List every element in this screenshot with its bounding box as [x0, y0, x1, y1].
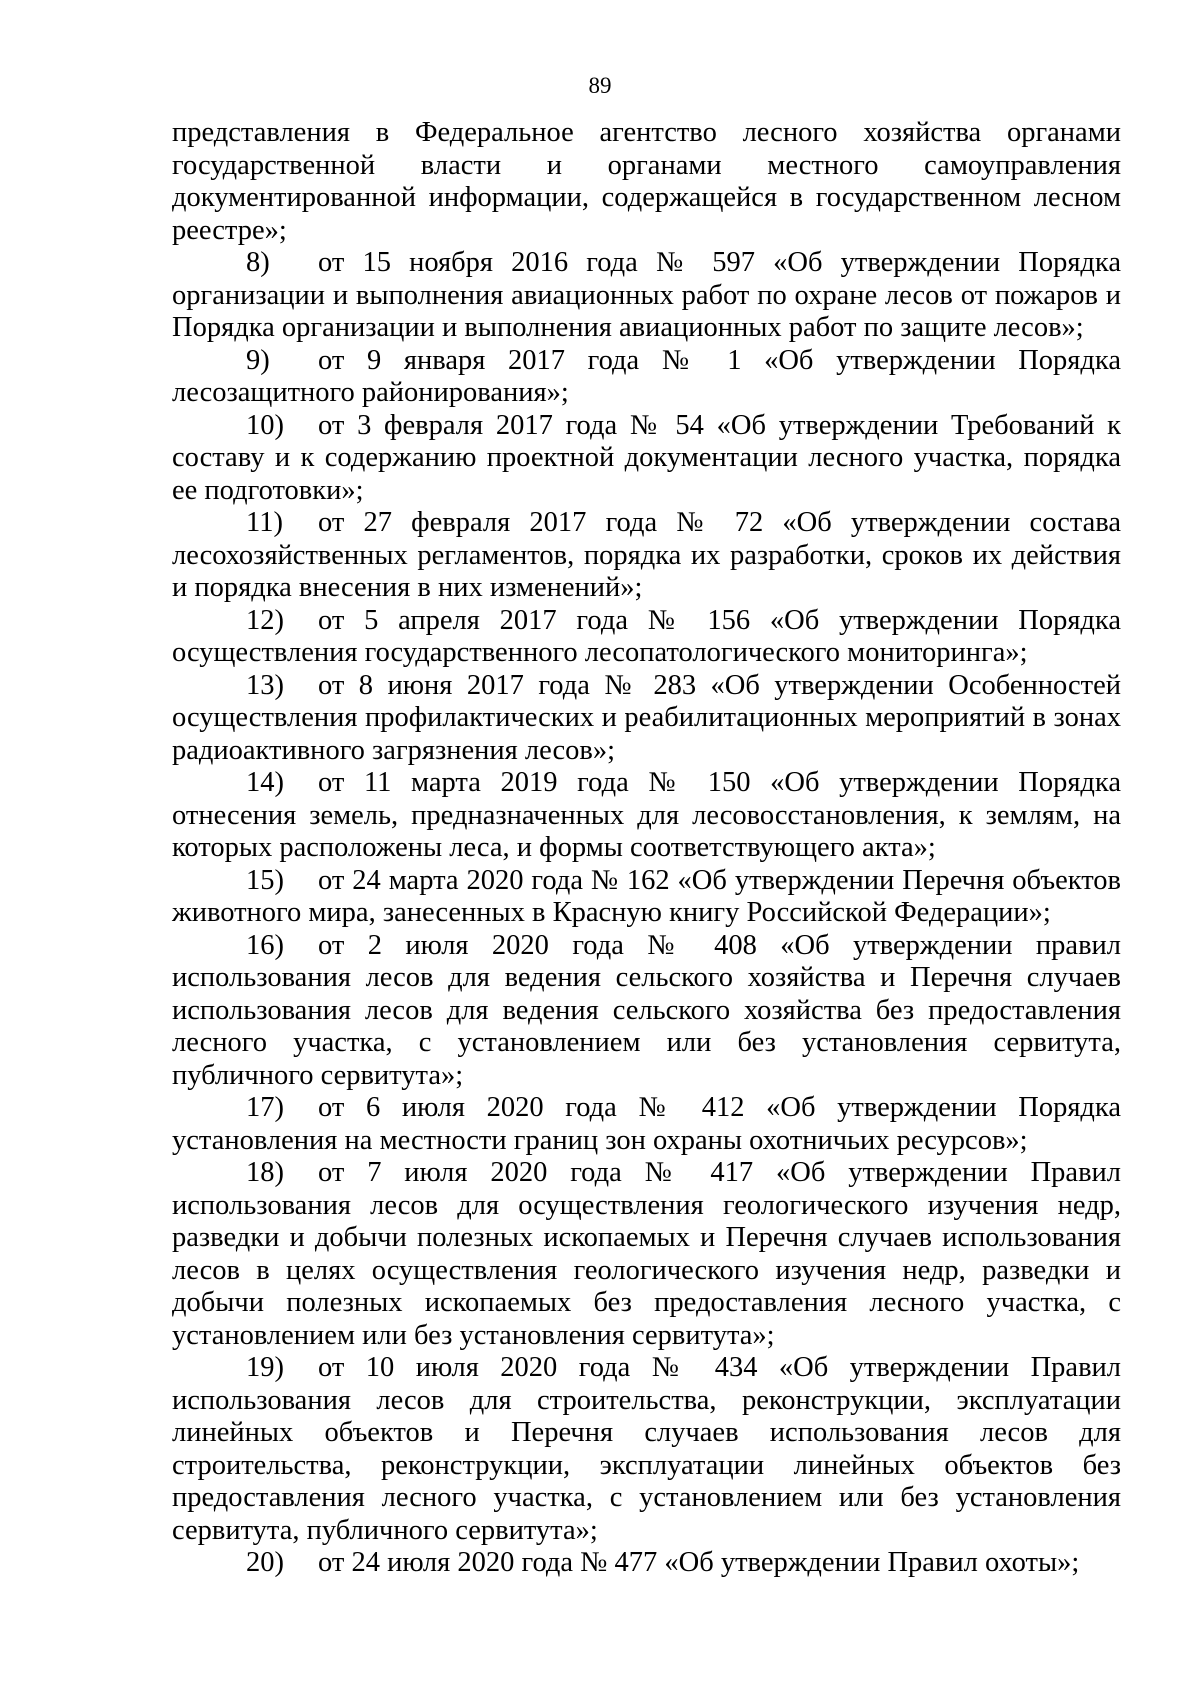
list-item: [172, 1092, 1121, 1157]
item-text: от 10 июля 2020 года № 434 «Об утверждении Правил использования лесов для строительства, реконструкции, эксплуатации линейных объектов и Перечня случаев использования лесов для строительства, реконструкции, эксплуатации линейных объектов без предоставления лесного участка, с установлением или без установления сервитута, публичного сервитута»;: [172, 1352, 1121, 1546]
item-number: 20): [246, 1547, 284, 1578]
item-number: 9): [246, 344, 270, 376]
item-number: 15): [246, 864, 284, 896]
list-item: [172, 1352, 1121, 1547]
item-text: от 7 июля 2020 года № 417 «Об утверждении Правил использования лесов для осуществления геологического изучения недр, разведки и добычи полезных ископаемых и Перечня случаев использования лесов в целях осуществления геологического изучения недр, разведки и добычи полезных ископаемых без предоставления лесного участка, с установлением или без установления сервитута»;: [172, 1157, 1121, 1351]
item-number: 10): [246, 409, 284, 441]
document-body: [172, 117, 1121, 1580]
intro-paragraph: представления в Федеральное агентство лесного хозяйства органами государственной власти и органами местного самоуправления документированной информации, содержащейся в государственном лесном реестре»;: [172, 117, 1121, 246]
item-number: 11): [246, 507, 283, 538]
item-text: от 6 июля 2020 года № 412 «Об утверждении Порядка установления на местности границ зон охраны охотничьих ресурсов»;: [172, 1092, 1121, 1156]
list-item: [172, 1157, 1121, 1352]
item-text: от 27 февраля 2017 года № 72 «Об утверждении состава лесохозяйственных регламентов, порядка их разработки, сроков их действия и порядка внесения в них изменений»;: [172, 507, 1121, 603]
page-number: 89: [588, 73, 612, 98]
item-text: от 8 июня 2017 года № 283 «Об утверждении Особенностей осуществления профилактических и реабилитационных мероприятий в зонах радиоактивного загрязнения лесов»;: [172, 669, 1121, 766]
item-number: 16): [246, 929, 284, 961]
list-item: [172, 767, 1121, 865]
item-number: 12): [246, 604, 284, 636]
item-number: 8): [246, 247, 270, 278]
item-number: 19): [246, 1352, 284, 1383]
item-text: от 3 февраля 2017 года № 54 «Об утверждении Требований к составу и к содержанию проектной документации лесного участка, порядка ее подготовки»;: [172, 409, 1121, 506]
item-text: от 24 марта 2020 года № 162 «Об утверждении Перечня объектов животного мира, занесенных в Красную книгу Российской Федерации»;: [172, 864, 1121, 928]
list-item: [172, 345, 1121, 410]
item-text: от 24 июля 2020 года № 477 «Об утверждении Правил охоты»;: [318, 1547, 1080, 1578]
list-item: [172, 410, 1121, 508]
item-number: 13): [246, 669, 284, 701]
list-item: [172, 930, 1121, 1093]
list-item: [172, 605, 1121, 670]
item-number: 18): [246, 1157, 284, 1188]
item-number: 17): [246, 1092, 284, 1123]
item-text: от 5 апреля 2017 года № 156 «Об утверждении Порядка осуществления государственного лесопатологического мониторинга»;: [172, 604, 1121, 668]
list-item: [172, 670, 1121, 768]
item-text: от 11 марта 2019 года № 150 «Об утверждении Порядка отнесения земель, предназначенных для лесовосстановления, к землям, на которых расположены леса, и формы соответствующего акта»;: [172, 767, 1121, 863]
list-item: [172, 1547, 1121, 1580]
list-item: [172, 865, 1121, 930]
list-item: [172, 247, 1121, 345]
item-text: от 9 января 2017 года № 1 «Об утверждении Порядка лесозащитного районирования»;: [172, 344, 1121, 408]
item-number: 14): [246, 767, 284, 798]
item-text: от 2 июля 2020 года № 408 «Об утверждении правил использования лесов для ведения сельского хозяйства и Перечня случаев использования лесов для ведения сельского хозяйства без предоставления лесного участка, с установлением или без установления сервитута, публичного сервитута»;: [172, 929, 1121, 1091]
item-text: от 15 ноября 2016 года № 597 «Об утверждении Порядка организации и выполнения авиационных работ по охране лесов от пожаров и Порядка организации и выполнения авиационных работ по защите лесов»;: [172, 247, 1121, 343]
list-item: [172, 507, 1121, 605]
